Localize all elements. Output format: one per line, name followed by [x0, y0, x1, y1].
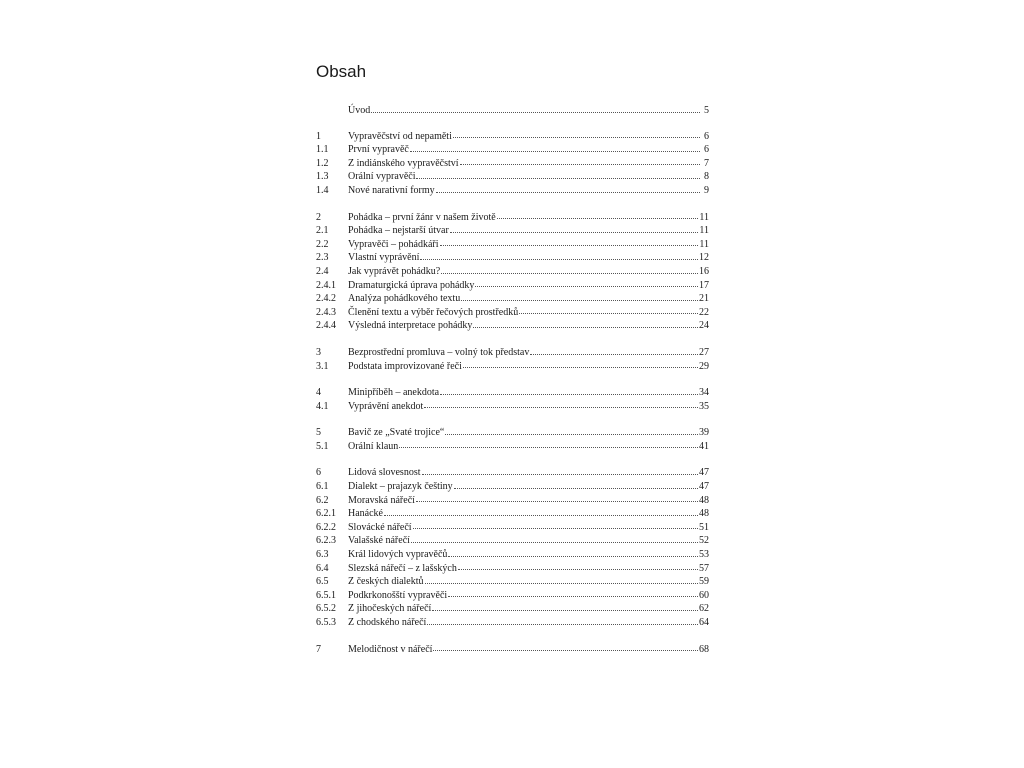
toc-entry-number: 4 [316, 387, 321, 399]
toc-entry-page-number: 29 [699, 360, 709, 372]
toc-entry-number: 6.5.3 [316, 617, 336, 628]
toc-section [316, 130, 709, 198]
toc-entry-number: 6.2 [316, 494, 329, 506]
toc-entry[interactable] [316, 466, 709, 480]
toc-entry[interactable] [316, 224, 709, 238]
toc-entry[interactable] [316, 238, 709, 252]
dot-leader [461, 299, 698, 301]
toc-section [316, 643, 709, 657]
dot-leader [445, 433, 698, 435]
toc-entry[interactable] [316, 184, 709, 198]
dot-leader [371, 111, 700, 113]
toc-entry-title: Podkrkonošští vypravěči [348, 589, 448, 601]
dot-leader [441, 272, 698, 274]
toc-section [316, 211, 709, 333]
toc-entry-title: Vyprávění anekdot [348, 400, 424, 412]
toc-entry-title: Pohádka – nejstarší útvar [348, 225, 449, 237]
dot-leader [424, 406, 698, 408]
page-title: Obsah [316, 62, 367, 81]
dot-leader [454, 487, 698, 489]
dot-leader [399, 446, 698, 448]
toc-entry-page-number: 8 [704, 171, 709, 183]
toc-entry-page-number: 41 [699, 440, 709, 452]
toc-entry-page-number: 59 [699, 576, 709, 588]
toc-entry[interactable] [316, 602, 709, 616]
dot-leader [440, 244, 699, 246]
toc-entry[interactable] [316, 360, 709, 374]
toc-entry-number: 3 [316, 346, 321, 358]
toc-entry-number: 6.2.3 [316, 535, 336, 547]
toc-entry[interactable] [316, 548, 709, 562]
toc-entry-title: Dialekt – prajazyk češtiny [348, 481, 453, 493]
toc-entry-number: 3.1 [316, 360, 329, 372]
toc-section [316, 346, 709, 373]
toc-entry-page-number: 17 [699, 279, 709, 291]
toc-entry[interactable] [316, 643, 709, 657]
toc-entry-page-number: 35 [699, 400, 709, 412]
toc-entry-page-number: 51 [699, 521, 709, 533]
toc-entry-page-number: 53 [699, 549, 709, 561]
toc-entry-number: 2.4 [316, 265, 329, 277]
toc-entry[interactable] [316, 292, 709, 306]
toc-entry-title: Minipříběh – anekdota [348, 387, 440, 399]
toc-entry-number: 2 [316, 211, 321, 223]
dot-leader [473, 326, 698, 328]
toc-entry[interactable] [316, 265, 709, 279]
toc-entry-number: 1.2 [316, 157, 329, 169]
toc-entry[interactable] [316, 440, 709, 454]
toc-entry-number: 5.1 [316, 440, 329, 452]
toc-entry-number: 1 [316, 130, 321, 142]
toc-entry-number: 5 [316, 427, 321, 439]
toc-entry-number: 1.4 [316, 184, 329, 196]
dot-leader [411, 541, 698, 543]
toc-entry-page-number: 62 [699, 603, 709, 615]
toc-entry[interactable] [316, 319, 709, 333]
toc-entry[interactable] [316, 575, 709, 589]
toc-entry[interactable] [316, 157, 709, 171]
toc-entry-number: 1.1 [316, 144, 329, 156]
dot-leader [416, 500, 698, 502]
toc-entry-number: 6.5.1 [316, 589, 336, 601]
toc-entry-page-number: 7 [704, 157, 709, 169]
toc-entry[interactable] [316, 494, 709, 508]
dot-leader [432, 609, 698, 611]
toc-entry-page-number: 21 [699, 293, 709, 305]
toc-entry-page-number: 57 [699, 562, 709, 574]
dot-leader [410, 150, 700, 152]
toc-entry-page-number: 34 [699, 387, 709, 399]
toc-entry[interactable] [316, 400, 709, 414]
toc-entry-title: Nové narativní formy [348, 184, 435, 196]
dot-leader [497, 217, 699, 219]
toc-entry-number: 7 [316, 643, 321, 655]
toc-entry-page-number: 52 [699, 535, 709, 547]
dot-leader [433, 649, 698, 651]
toc-entry-number: 6 [316, 467, 321, 479]
toc-entry-number: 2.2 [316, 238, 329, 250]
toc-entry-number: 6.5.2 [316, 603, 336, 615]
toc-entry-number: 6.2.1 [316, 508, 336, 520]
toc-entry-page-number: 24 [699, 320, 709, 332]
dot-leader [453, 136, 700, 138]
toc-entry[interactable] [316, 104, 709, 118]
toc-entry-title: Moravská nářečí [348, 494, 415, 506]
toc-entry-number: 6.3 [316, 549, 329, 561]
toc-entry[interactable] [316, 507, 709, 521]
toc-entry-title: Orální vypravěči [348, 171, 416, 183]
toc-entry[interactable] [316, 386, 709, 400]
toc-entry-page-number: 5 [704, 105, 709, 116]
toc-entry-title: Vlastní vyprávění [348, 252, 420, 264]
toc-entry-number: 1.3 [316, 171, 329, 183]
toc-section [316, 466, 709, 629]
toc-entry[interactable] [316, 143, 709, 157]
toc-entry-title: Hanácké [348, 508, 383, 520]
toc-entry-number: 6.5 [316, 576, 329, 588]
toc-entry-title: Podstata improvizované řeči [348, 360, 462, 372]
dot-leader [519, 312, 698, 314]
toc-entry-page-number: 22 [699, 306, 709, 318]
toc-entry-number: 2.4.2 [316, 293, 336, 305]
toc-entry-page-number: 48 [699, 508, 709, 520]
toc-entry-page-number: 64 [699, 617, 709, 628]
toc-entry[interactable] [316, 589, 709, 603]
toc-entry-number: 2.4.4 [316, 320, 336, 332]
toc-entry[interactable] [316, 130, 709, 144]
toc-entry[interactable] [316, 562, 709, 576]
toc-entry-page-number: 12 [699, 252, 709, 264]
dot-leader [436, 191, 700, 193]
toc-entry-number: 6.4 [316, 562, 329, 574]
toc-entry-page-number: 9 [704, 184, 709, 196]
dot-leader [460, 163, 700, 165]
toc-entry[interactable] [316, 279, 709, 293]
toc-entry-page-number: 11 [699, 238, 709, 250]
toc-entry-title: Analýza pohádkového textu [348, 293, 461, 305]
toc-entry-number: 2.4.3 [316, 306, 336, 318]
toc-entry-title: Vypravěčství od nepaměti [348, 130, 452, 142]
toc-entry-title: Pohádka – první žánr v našem životě [348, 211, 496, 223]
toc-entry-number: 6.1 [316, 481, 329, 493]
toc-entry[interactable] [316, 346, 709, 360]
toc-entry-title: Melodičnost v nářečí [348, 643, 433, 655]
toc-entry-title: Z českých dialektů [348, 576, 424, 588]
toc-entry-page-number: 11 [699, 211, 709, 223]
dot-leader [427, 623, 698, 625]
toc-entry-title: Členění textu a výběr řečových prostředků [348, 306, 519, 318]
dot-leader [463, 366, 698, 368]
toc-entry-title: Slezská nářečí – z lašských [348, 562, 457, 574]
toc-entry[interactable] [316, 306, 709, 320]
toc-entry-title: Orální klaun [348, 440, 399, 452]
dot-leader [413, 527, 698, 529]
toc-entry-page-number: 6 [704, 144, 709, 156]
toc-entry-page-number: 47 [699, 481, 709, 493]
toc-entry-page-number: 47 [699, 467, 709, 479]
toc-entry-number: 4.1 [316, 400, 329, 412]
dot-leader [422, 473, 699, 475]
toc-entry-title: Úvod [348, 105, 371, 116]
toc-entry[interactable] [316, 616, 709, 630]
toc-entry-page-number: 68 [699, 643, 709, 655]
toc-entry-title: Bavič ze „Svaté trojice“ [348, 427, 445, 439]
toc-entry-page-number: 27 [699, 346, 709, 358]
toc-entry[interactable] [316, 480, 709, 494]
toc-entry-title: Dramaturgická úprava pohádky [348, 279, 475, 291]
toc-entry-title: Z chodského nářečí [348, 617, 427, 628]
toc-section [316, 426, 709, 453]
dot-leader [384, 514, 698, 516]
toc-entry-title: Lidová slovesnost [348, 467, 421, 479]
toc-entry-page-number: 16 [699, 265, 709, 277]
toc-entry-number: 2.1 [316, 225, 329, 237]
toc-entry-title: Slovácké nářečí [348, 521, 412, 533]
dot-leader [425, 582, 698, 584]
toc-entry[interactable] [316, 426, 709, 440]
table-of-contents [316, 104, 709, 669]
dot-leader [420, 258, 698, 260]
toc-section [316, 386, 709, 413]
toc-entry-page-number: 48 [699, 494, 709, 506]
toc-entry-title: Z jihočeských nářečí [348, 603, 432, 615]
toc-entry-number: 6.2.2 [316, 521, 336, 533]
toc-entry-title: První vypravěč [348, 144, 409, 156]
dot-leader [416, 177, 700, 179]
toc-entry-title: Vypravěči – pohádkáři [348, 238, 439, 250]
toc-entry[interactable] [316, 534, 709, 548]
toc-entry-title: Z indiánského vypravěčství [348, 157, 459, 169]
toc-entry-title: Bezprostřední promluva – volný tok představ [348, 346, 530, 358]
toc-entry-page-number: 60 [699, 589, 709, 601]
toc-entry[interactable] [316, 211, 709, 225]
dot-leader [530, 353, 698, 355]
toc-section [316, 104, 709, 118]
toc-entry-title: Král lidových vypravěčů [348, 549, 448, 561]
toc-entry-title: Výsledná interpretace pohádky [348, 320, 473, 332]
dot-leader [440, 393, 698, 395]
toc-entry[interactable] [316, 521, 709, 535]
dot-leader [448, 555, 698, 557]
toc-entry-number: 2.4.1 [316, 279, 336, 291]
dot-leader [450, 231, 699, 233]
toc-entry-page-number: 11 [699, 225, 709, 237]
toc-entry-number: 2.3 [316, 252, 329, 264]
dot-leader [475, 285, 698, 287]
toc-entry-page-number: 39 [699, 427, 709, 439]
toc-entry-page-number: 6 [704, 130, 709, 142]
toc-entry[interactable] [316, 170, 709, 184]
dot-leader [448, 595, 698, 597]
toc-entry[interactable] [316, 251, 709, 265]
toc-entry-title: Valašské nářečí [348, 535, 410, 547]
dot-leader [458, 568, 698, 570]
toc-entry-title: Jak vyprávět pohádku? [348, 265, 441, 277]
